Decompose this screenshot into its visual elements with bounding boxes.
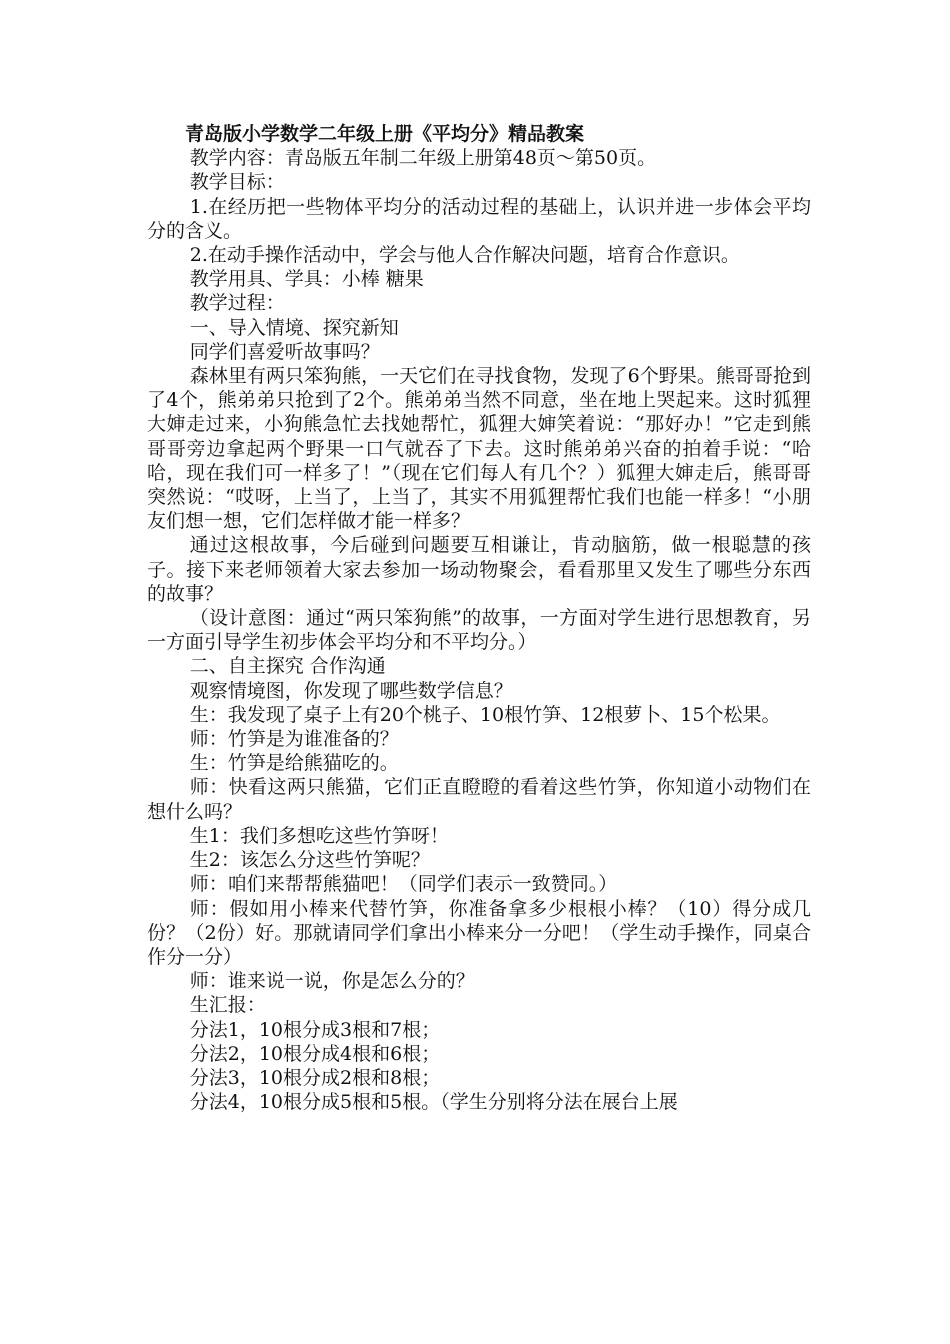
paragraph-student-2: 生2：该怎么分这些竹笋呢？: [189, 849, 430, 872]
document-page: [147, 122, 811, 1114]
paragraph-student-found: 生：我发现了桌子上有20个桃子、10根竹笋、12根萝卜、15个松果。: [189, 703, 781, 726]
paragraph-observe: 观察情境图，你发现了哪些数学信息？: [189, 679, 513, 702]
paragraph-teaching-tools: 教学用具、学具：小棒 糖果: [189, 268, 424, 291]
paragraph-teaching-process: 教学过程：: [189, 292, 285, 315]
paragraph-student-report: 生汇报：: [189, 994, 266, 1017]
paragraph-method-3: 分法3，10根分成2根和8根；: [189, 1066, 441, 1089]
paragraph-goal-2: 2.在动手操作活动中，学会与他人合作解决问题，培育合作意识。: [189, 244, 740, 267]
paragraph-method-1: 分法1，10根分成3根和7根；: [189, 1018, 441, 1041]
paragraph-goal-1: 1.在经历把一些物体平均分的活动过程的基础上，认识并进一步体会平均分的含义。: [147, 195, 811, 242]
paragraph-story-question: 同学们喜爱听故事吗？: [189, 340, 380, 363]
paragraph-design-intent: （设计意图：通过“两只笨狗熊”的故事，一方面对学生进行思想教育，另一方面引导学生初步体会平均分和不平均分。）: [147, 607, 811, 654]
paragraph-story-lesson: 通过这根故事，今后碰到问题要互相谦让，肯动脑筋，做一根聪慧的孩子。接下来老师领着大家去参加一场动物聚会，看看那里又发生了哪些分东西的故事？: [147, 534, 811, 605]
paragraph-teaching-content: 教学内容：青岛版五年制二年级上册第48页～第50页。: [189, 147, 657, 170]
paragraph-method-2: 分法2，10根分成4根和6根；: [189, 1042, 441, 1065]
paragraph-teacher-help: 师：咱们来帮帮熊猫吧！（同学们表示一致赞同。）: [189, 873, 618, 896]
document-title: 青岛版小学数学二年级上册《平均分》精品教案: [185, 123, 585, 145]
paragraph-teacher-who: 师：谁来说一说，你是怎么分的？: [189, 970, 475, 993]
paragraph-teaching-goals: 教学目标：: [189, 171, 285, 194]
paragraph-teacher-ask-bamboo: 师：竹笋是为谁准备的？: [189, 728, 399, 751]
paragraph-story: 森林里有两只笨狗熊，一天它们在寻找食物，发现了6个野果。熊哥哥抢到了4个，熊弟弟只抢到了2个。熊弟弟当然不同意，坐在地上哭起来。这时狐狸大婶走过来，小狗熊急忙去找她帮忙，狐狸大婶笑着说：“那好办！”它走到熊哥哥旁边拿起两个野果一口气就吞了下去。这时熊弟弟兴奋的拍着手说：“哈哈，现在我们可一样多了！”（现在它们每人有几个？）狐狸大婶走后，熊哥哥突然说：“哎呀，上当了，上当了，其实不用狐狸帮忙我们也能一样多！“小朋友们想一想，它们怎样做才能一样多？: [147, 365, 811, 533]
paragraph-teacher-look: 师：快看这两只熊猫，它们正直瞪瞪的看着这些竹笋，你知道小动物们在想什么吗？: [147, 776, 811, 823]
section-heading-2: 二、自主探究 合作沟通: [189, 655, 386, 678]
paragraph-student-1: 生1：我们多想吃这些竹笋呀！: [189, 824, 449, 847]
section-heading-1: 一、导入情境、探究新知: [189, 316, 399, 339]
paragraph-teacher-sticks: 师：假如用小棒来代替竹笋，你准备拿多少根根小棒？（10）得分成几份？（2份）好。那就请同学们拿出小棒来分一分吧！（学生动手操作，同桌合作分一分）: [147, 897, 811, 968]
paragraph-student-panda: 生：竹笋是给熊猫吃的。: [189, 752, 399, 775]
paragraph-method-4: 分法4，10根分成5根和5根。（学生分别将分法在展台上展: [189, 1091, 678, 1114]
